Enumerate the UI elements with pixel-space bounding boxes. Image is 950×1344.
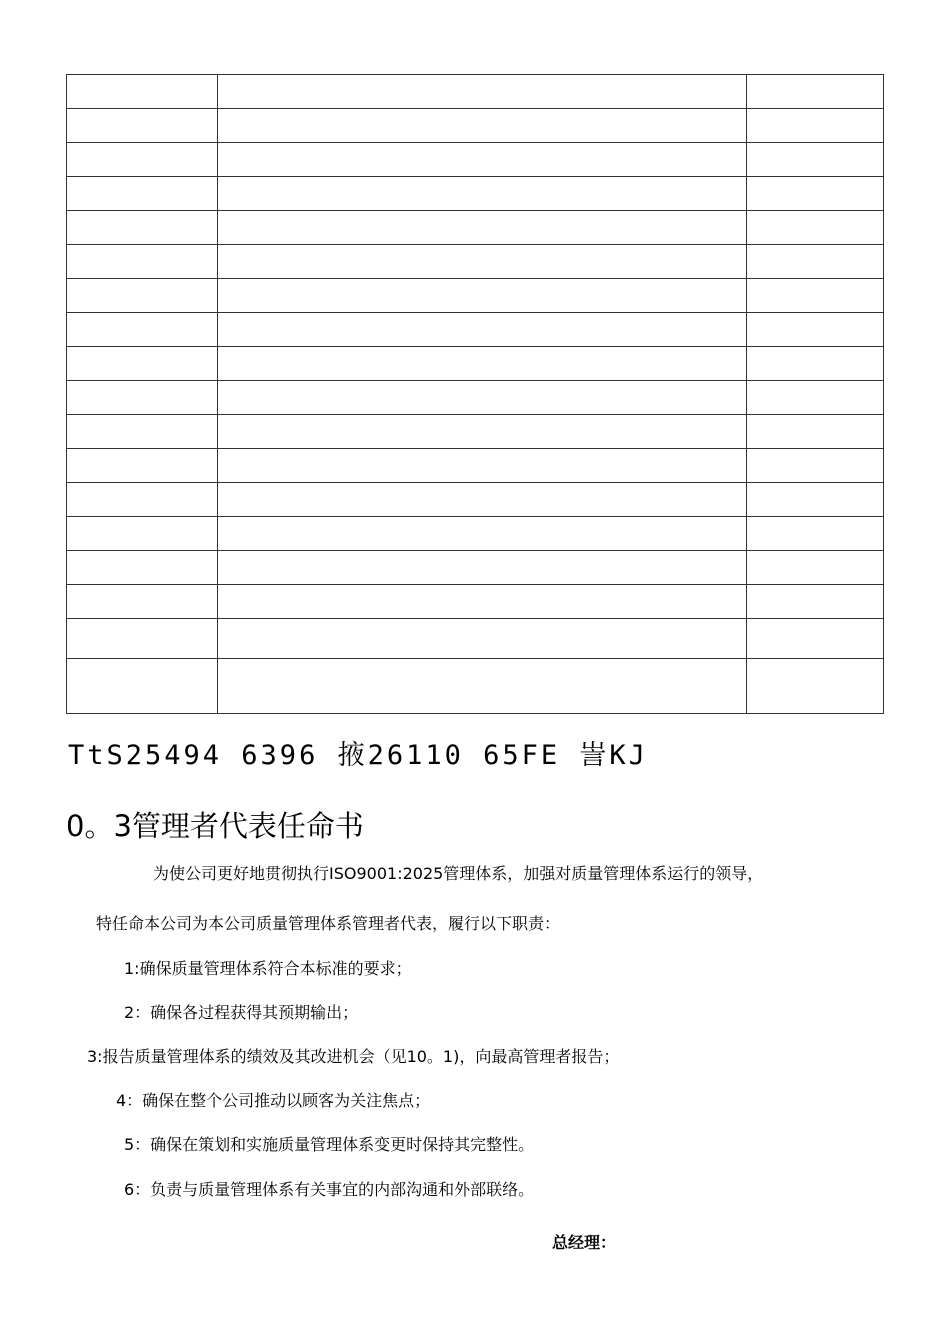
table-cell [67, 449, 218, 483]
table-cell [747, 415, 884, 449]
table-cell [67, 313, 218, 347]
table-cell [218, 517, 747, 551]
signature-label: 总经理： [552, 1233, 617, 1252]
table-cell [747, 143, 884, 177]
table-cell [67, 109, 218, 143]
table-cell [218, 177, 747, 211]
table-row [67, 381, 884, 415]
table-row [67, 483, 884, 517]
table-cell [747, 551, 884, 585]
table-row [67, 449, 884, 483]
table-cell [218, 415, 747, 449]
table-cell [67, 75, 218, 109]
table-row [67, 143, 884, 177]
table-cell [218, 483, 747, 517]
table-row [67, 659, 884, 714]
table-cell [747, 109, 884, 143]
duty-item: 2：确保各过程获得其预期输出； [124, 1003, 359, 1022]
table-cell [218, 551, 747, 585]
table-cell [218, 109, 747, 143]
table-cell [747, 585, 884, 619]
table-cell [67, 381, 218, 415]
table-cell [67, 659, 218, 714]
table-cell [218, 659, 747, 714]
table-cell [747, 517, 884, 551]
table-cell [67, 211, 218, 245]
table-cell [67, 143, 218, 177]
table-cell [218, 381, 747, 415]
table-cell [747, 177, 884, 211]
section-heading: 0。3管理者代表任命书 [66, 809, 364, 843]
table-cell [67, 483, 218, 517]
table-row [67, 211, 884, 245]
table-cell [218, 313, 747, 347]
table-cell [218, 211, 747, 245]
table-cell [218, 585, 747, 619]
table-cell [67, 245, 218, 279]
table-cell [747, 279, 884, 313]
table-cell [218, 347, 747, 381]
table-cell [218, 449, 747, 483]
blank-record-table [66, 74, 884, 714]
table-cell [67, 517, 218, 551]
table-cell [747, 483, 884, 517]
table-row [67, 313, 884, 347]
table-row [67, 109, 884, 143]
table-cell [747, 75, 884, 109]
table-cell [747, 211, 884, 245]
table-cell [218, 279, 747, 313]
intro-paragraph: 为使公司更好地贯彻执行ISO9001:2025管理体系，加强对质量管理体系运行的领导， [153, 864, 764, 883]
table-cell [218, 75, 747, 109]
table-cell [67, 585, 218, 619]
table-row [67, 245, 884, 279]
table-cell [67, 551, 218, 585]
duty-item: 1:确保质量管理体系符合本标准的要求； [124, 959, 412, 978]
table-row [67, 279, 884, 313]
table-cell [747, 381, 884, 415]
table-row [67, 415, 884, 449]
table-row [67, 75, 884, 109]
table-cell [218, 143, 747, 177]
table-cell [747, 659, 884, 714]
table-cell [747, 245, 884, 279]
table-cell [218, 245, 747, 279]
table-cell [67, 619, 218, 659]
table-row [67, 347, 884, 381]
duty-item: 6：负责与质量管理体系有关事宜的内部沟通和外部联络。 [124, 1180, 535, 1199]
table-cell [218, 619, 747, 659]
table-row [67, 517, 884, 551]
table-cell [747, 313, 884, 347]
garbled-text-line: TtS25494 6396 掖26110 65FE 訔KJ [68, 740, 648, 771]
table-cell [747, 449, 884, 483]
duty-item: 3:报告质量管理体系的绩效及其改进机会（见10。1)，向最高管理者报告； [87, 1047, 620, 1066]
table-row [67, 551, 884, 585]
table-cell [747, 619, 884, 659]
table-cell [67, 279, 218, 313]
table-row [67, 177, 884, 211]
table-cell [67, 347, 218, 381]
table-cell [67, 415, 218, 449]
table-cell [67, 177, 218, 211]
table-row [67, 619, 884, 659]
table-cell [747, 347, 884, 381]
appointment-statement: 特任命本公司为本公司质量管理体系管理者代表，履行以下职责： [96, 914, 561, 933]
table-row [67, 585, 884, 619]
duty-item: 5：确保在策划和实施质量管理体系变更时保持其完整性。 [124, 1135, 535, 1154]
duty-item: 4：确保在整个公司推动以顾客为关注焦点； [116, 1091, 431, 1110]
